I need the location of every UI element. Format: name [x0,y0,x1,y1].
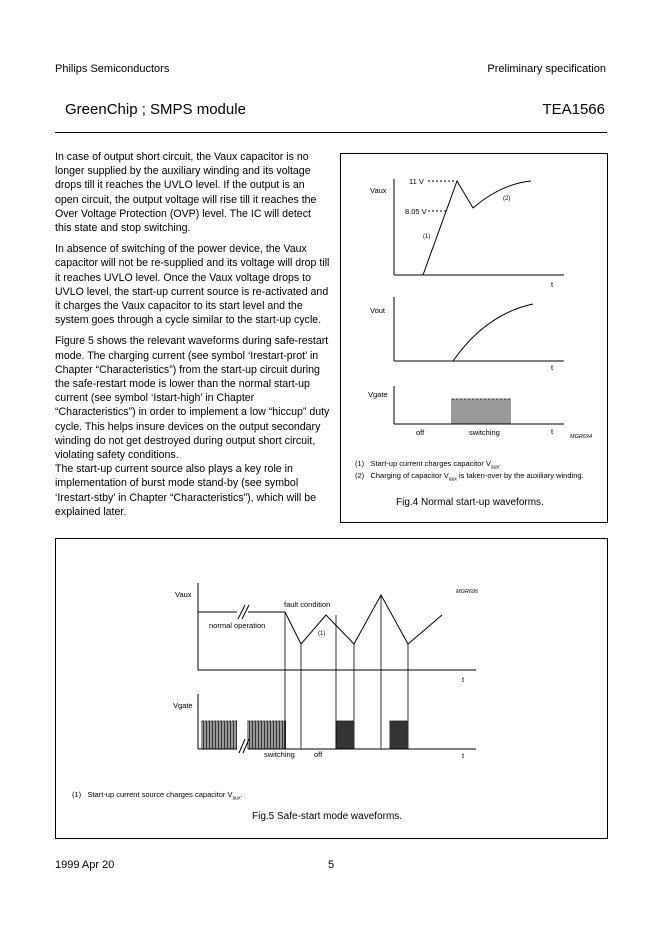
company-name: Philips Semiconductors [55,63,170,75]
fig5-switching-label: switching [264,750,295,759]
fig4-vaux-waveform [394,181,531,275]
fig5-code: MGR695 [456,589,479,595]
paragraph: The start-up current source also plays a key role in implementation of burst mode stand-by (see symbol ‘Irestart-stby’ in Chapter “Characteristics”), which will be explained later. [55,463,316,518]
fig4-switching-label: switching [469,428,500,437]
fig4-off-label: off [416,428,425,437]
fig4-note-2: (2) Charging of capacitor $V_{aux}$ is taken-over by the auxiliary winding. [355,471,584,483]
header-rule [55,132,607,133]
fig4-note-1: (1) Start-up current charges capacitor $V_{aux}$. [355,459,502,471]
pulse-train [452,399,510,424]
fig4-11v-label: 11 V [409,177,424,186]
document-status: Preliminary specification [487,63,606,75]
paragraph: Figure 5 shows the relevant waveforms during safe-restart mode. The charging current (see symbol ‘Irestart-prot’ in Chapter “Characteristics”) from the start-up circuit during the safe-restart mode is lower than the normal start-up current (see symbol ‘Istart-high’ in Chapter “Characteristics”) in order to implement a low “hiccup” duty cycle. This helps insure devices on the output secondary winding do not get destroyed during output short circuit, violating safety conditions. [55,335,330,462]
fig4-805v-label: 8.05 V [405,207,427,216]
fig5-normal-label: normal operation [209,621,266,630]
figure-5 [55,538,608,839]
fig4-vgate-pulses [452,399,510,424]
fig4-vout-label: Vout [370,306,386,315]
fig4-vgate-label: Vgate [368,390,388,399]
fig5-fault-label: fault condition [284,600,331,609]
fig5-note-1: (1) Start-up current source charges capacitor $V_{aux}$. [72,790,243,802]
footer-date: 1999 Apr 20 [55,859,115,871]
fig5-sync-lines [285,595,408,749]
fig4-caption: Fig.4 Normal start-up waveforms. [396,497,544,508]
fig5-marker-1: (1) [318,631,326,637]
figure-4 [340,153,608,523]
fig4-marker-1: (1) [423,234,431,240]
fig5-t-label: t [462,675,465,684]
part-number: TEA1566 [542,101,605,118]
fig5-off-label: off [314,750,323,759]
fig4-code: MGR694 [570,434,593,440]
pulse-train [390,721,407,749]
fig4-t-label: t [551,363,554,372]
paragraph: In case of output short circuit, the Vaux capacitor is no longer supplied by the auxiliary winding and its voltage drops till it reaches the UVLO level. If the output is an open circuit, the output voltage will rise till it reaches the Over Voltage Protection (OVP) level. The IC will detect this state and stop switching. [55,151,317,235]
paragraph: In absence of switching of the power device, the Vaux capacitor will not be re-supplied and its voltage will drop till it reaches UVLO level. Once the Vaux voltage drops to UVLO level, the start-up current source is re-activated and it charges the Vaux capacitor to its start level and the system goes through a cycle similar to the start-up cycle. [55,243,330,327]
fig5-vgate-label: Vgate [173,701,193,710]
fig4-vaux-label: Vaux [370,186,387,195]
fig5-caption: Fig.5 Safe-start mode waveforms. [252,811,403,822]
fig5-vgate-pulses [202,721,407,749]
body-text [55,150,330,526]
fig5-break-mark [238,605,245,619]
fig4-marker-2: (2) [503,196,511,202]
fig5-break-mark [242,605,249,619]
pulse-train [248,721,286,749]
page-number: 5 [328,859,335,871]
fig4-diagram [341,154,607,454]
fig4-t-label: t [551,427,554,436]
fig5-vaux-label: Vaux [175,590,192,599]
pulse-train [202,721,237,749]
fig5-t-label: t [462,751,465,760]
fig4-vout-waveform [453,304,533,361]
pulse-train [336,721,353,749]
product-title: GreenChip ; SMPS module [65,101,246,118]
fig4-t-label: t [551,280,554,289]
fig5-diagram [56,539,607,779]
